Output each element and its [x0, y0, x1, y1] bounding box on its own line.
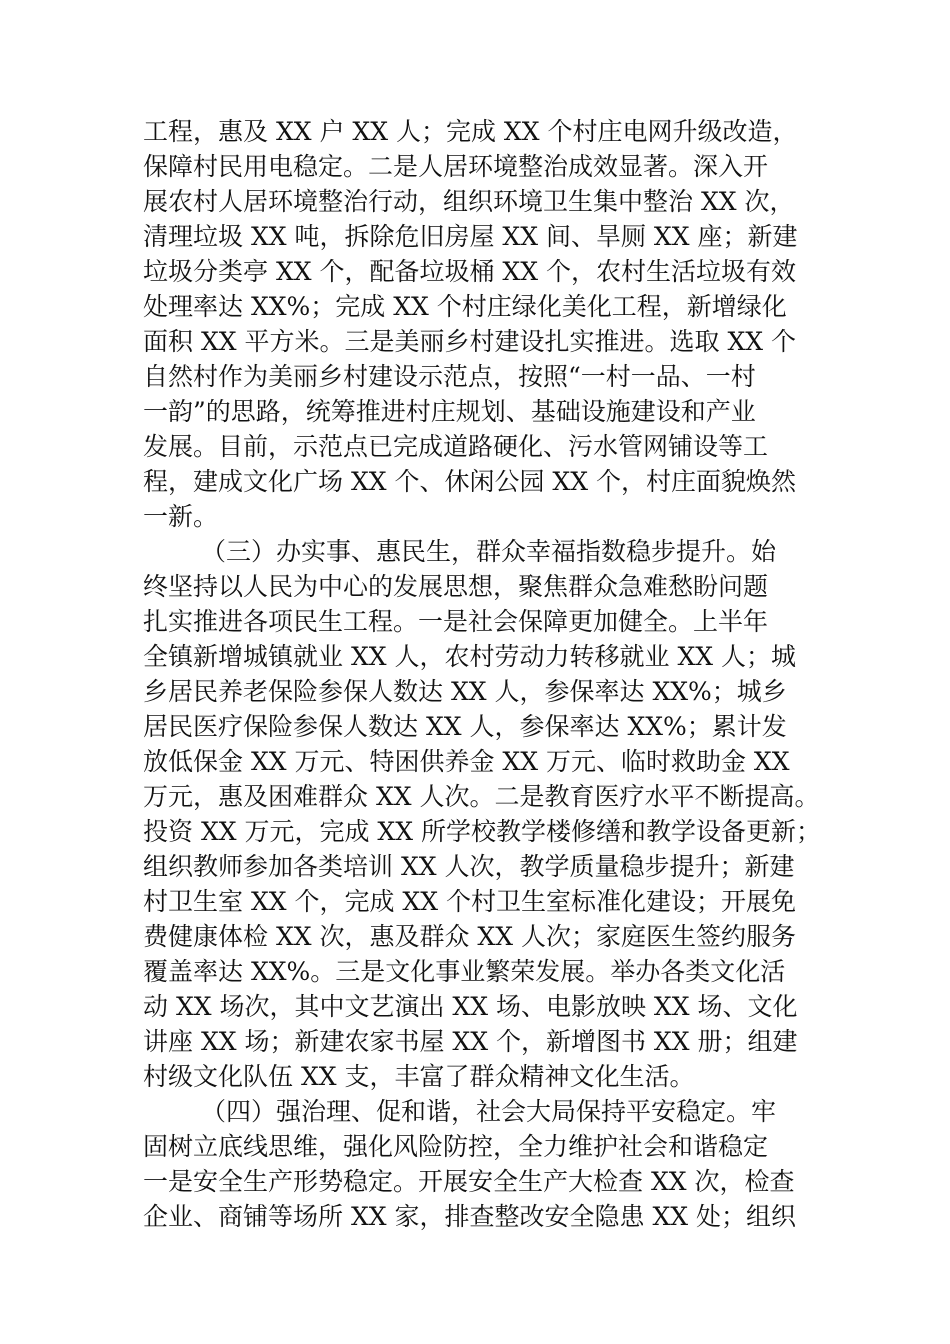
text-line: 保障村民用电稳定。二是人居环境整治成效显著。深入开 — [143, 152, 769, 181]
text-line: 垃圾分类亭 XX 个，配备垃圾桶 XX 个，农村生活垃圾有效 — [143, 257, 796, 286]
section-heading-line: （三）办实事、惠民生，群众幸福指数稳步提升。始 — [201, 537, 777, 566]
section-heading-line: （四）强治理、促和谐，社会大局保持平安稳定。牢 — [201, 1097, 777, 1126]
text-line: 展农村人居环境整治行动，组织环境卫生集中整治 XX 次， — [143, 187, 795, 216]
text-line: 乡居民养老保险参保人数达 XX 人，参保率达 XX%；城乡 — [143, 677, 787, 706]
text-line: 村级文化队伍 XX 支，丰富了群众精神文化生活。 — [143, 1062, 695, 1091]
text-line: 村卫生室 XX 个，完成 XX 个村卫生室标准化建设；开展免 — [143, 887, 796, 916]
text-line: 一是安全生产形势稳定。开展安全生产大检查 XX 次，检查 — [143, 1167, 795, 1196]
text-line: 放低保金 XX 万元、特困供养金 XX 万元、临时救助金 XX — [143, 747, 790, 776]
text-line: 全镇新增城镇就业 XX 人，农村劳动力转移就业 XX 人；城 — [143, 642, 796, 671]
text-line: 自然村作为美丽乡村建设示范点，按照“一村一品、一村 — [143, 362, 756, 391]
text-line: 发展。目前，示范点已完成道路硬化、污水管网铺设等工 — [143, 432, 769, 461]
text-line: 万元，惠及困难群众 XX 人次。二是教育医疗水平不断提高。 — [143, 782, 820, 811]
text-line: 终坚持以人民为中心的发展思想，聚焦群众急难愁盼问题 — [143, 572, 769, 601]
text-line: 动 XX 场次，其中文艺演出 XX 场、电影放映 XX 场、文化 — [143, 992, 798, 1021]
text-line: 处理率达 XX%；完成 XX 个村庄绿化美化工程，新增绿化 — [143, 292, 787, 321]
body-text — [143, 114, 833, 1234]
text-line: 居民医疗保险参保人数达 XX 人，参保率达 XX%；累计发 — [143, 712, 787, 741]
text-line: 投资 XX 万元，完成 XX 所学校教学楼修缮和教学设备更新； — [143, 817, 821, 846]
text-line: 固树立底线思维，强化风险防控，全力维护社会和谐稳定 — [143, 1132, 769, 1161]
text-line: 程，建成文化广场 XX 个、休闲公园 XX 个，村庄面貌焕然 — [143, 467, 796, 496]
text-line: 一韵”的思路，统筹推进村庄规划、基础设施建设和产业 — [143, 397, 756, 426]
text-line: 企业、商铺等场所 XX 家，排查整改安全隐患 XX 处；组织 — [143, 1202, 796, 1231]
text-line: 扎实推进各项民生工程。一是社会保障更加健全。上半年 — [143, 607, 769, 636]
text-line: 覆盖率达 XX%。三是文化事业繁荣发展。举办各类文化活 — [143, 957, 786, 986]
text-line: 费健康体检 XX 次，惠及群众 XX 人次；家庭医生签约服务 — [143, 922, 796, 951]
text-line: 工程，惠及 XX 户 XX 人；完成 XX 个村庄电网升级改造， — [143, 117, 798, 146]
text-line: 清理垃圾 XX 吨，拆除危旧房屋 XX 间、旱厕 XX 座；新建 — [143, 222, 798, 251]
text-line: 组织教师参加各类培训 XX 人次，教学质量稳步提升；新建 — [143, 852, 795, 881]
text-line: 面积 XX 平方米。三是美丽乡村建设扎实推进。选取 XX 个 — [143, 327, 796, 356]
text-line: 讲座 XX 场；新建农家书屋 XX 个，新增图书 XX 册；组建 — [143, 1027, 798, 1056]
text-line: 一新。 — [143, 502, 219, 531]
